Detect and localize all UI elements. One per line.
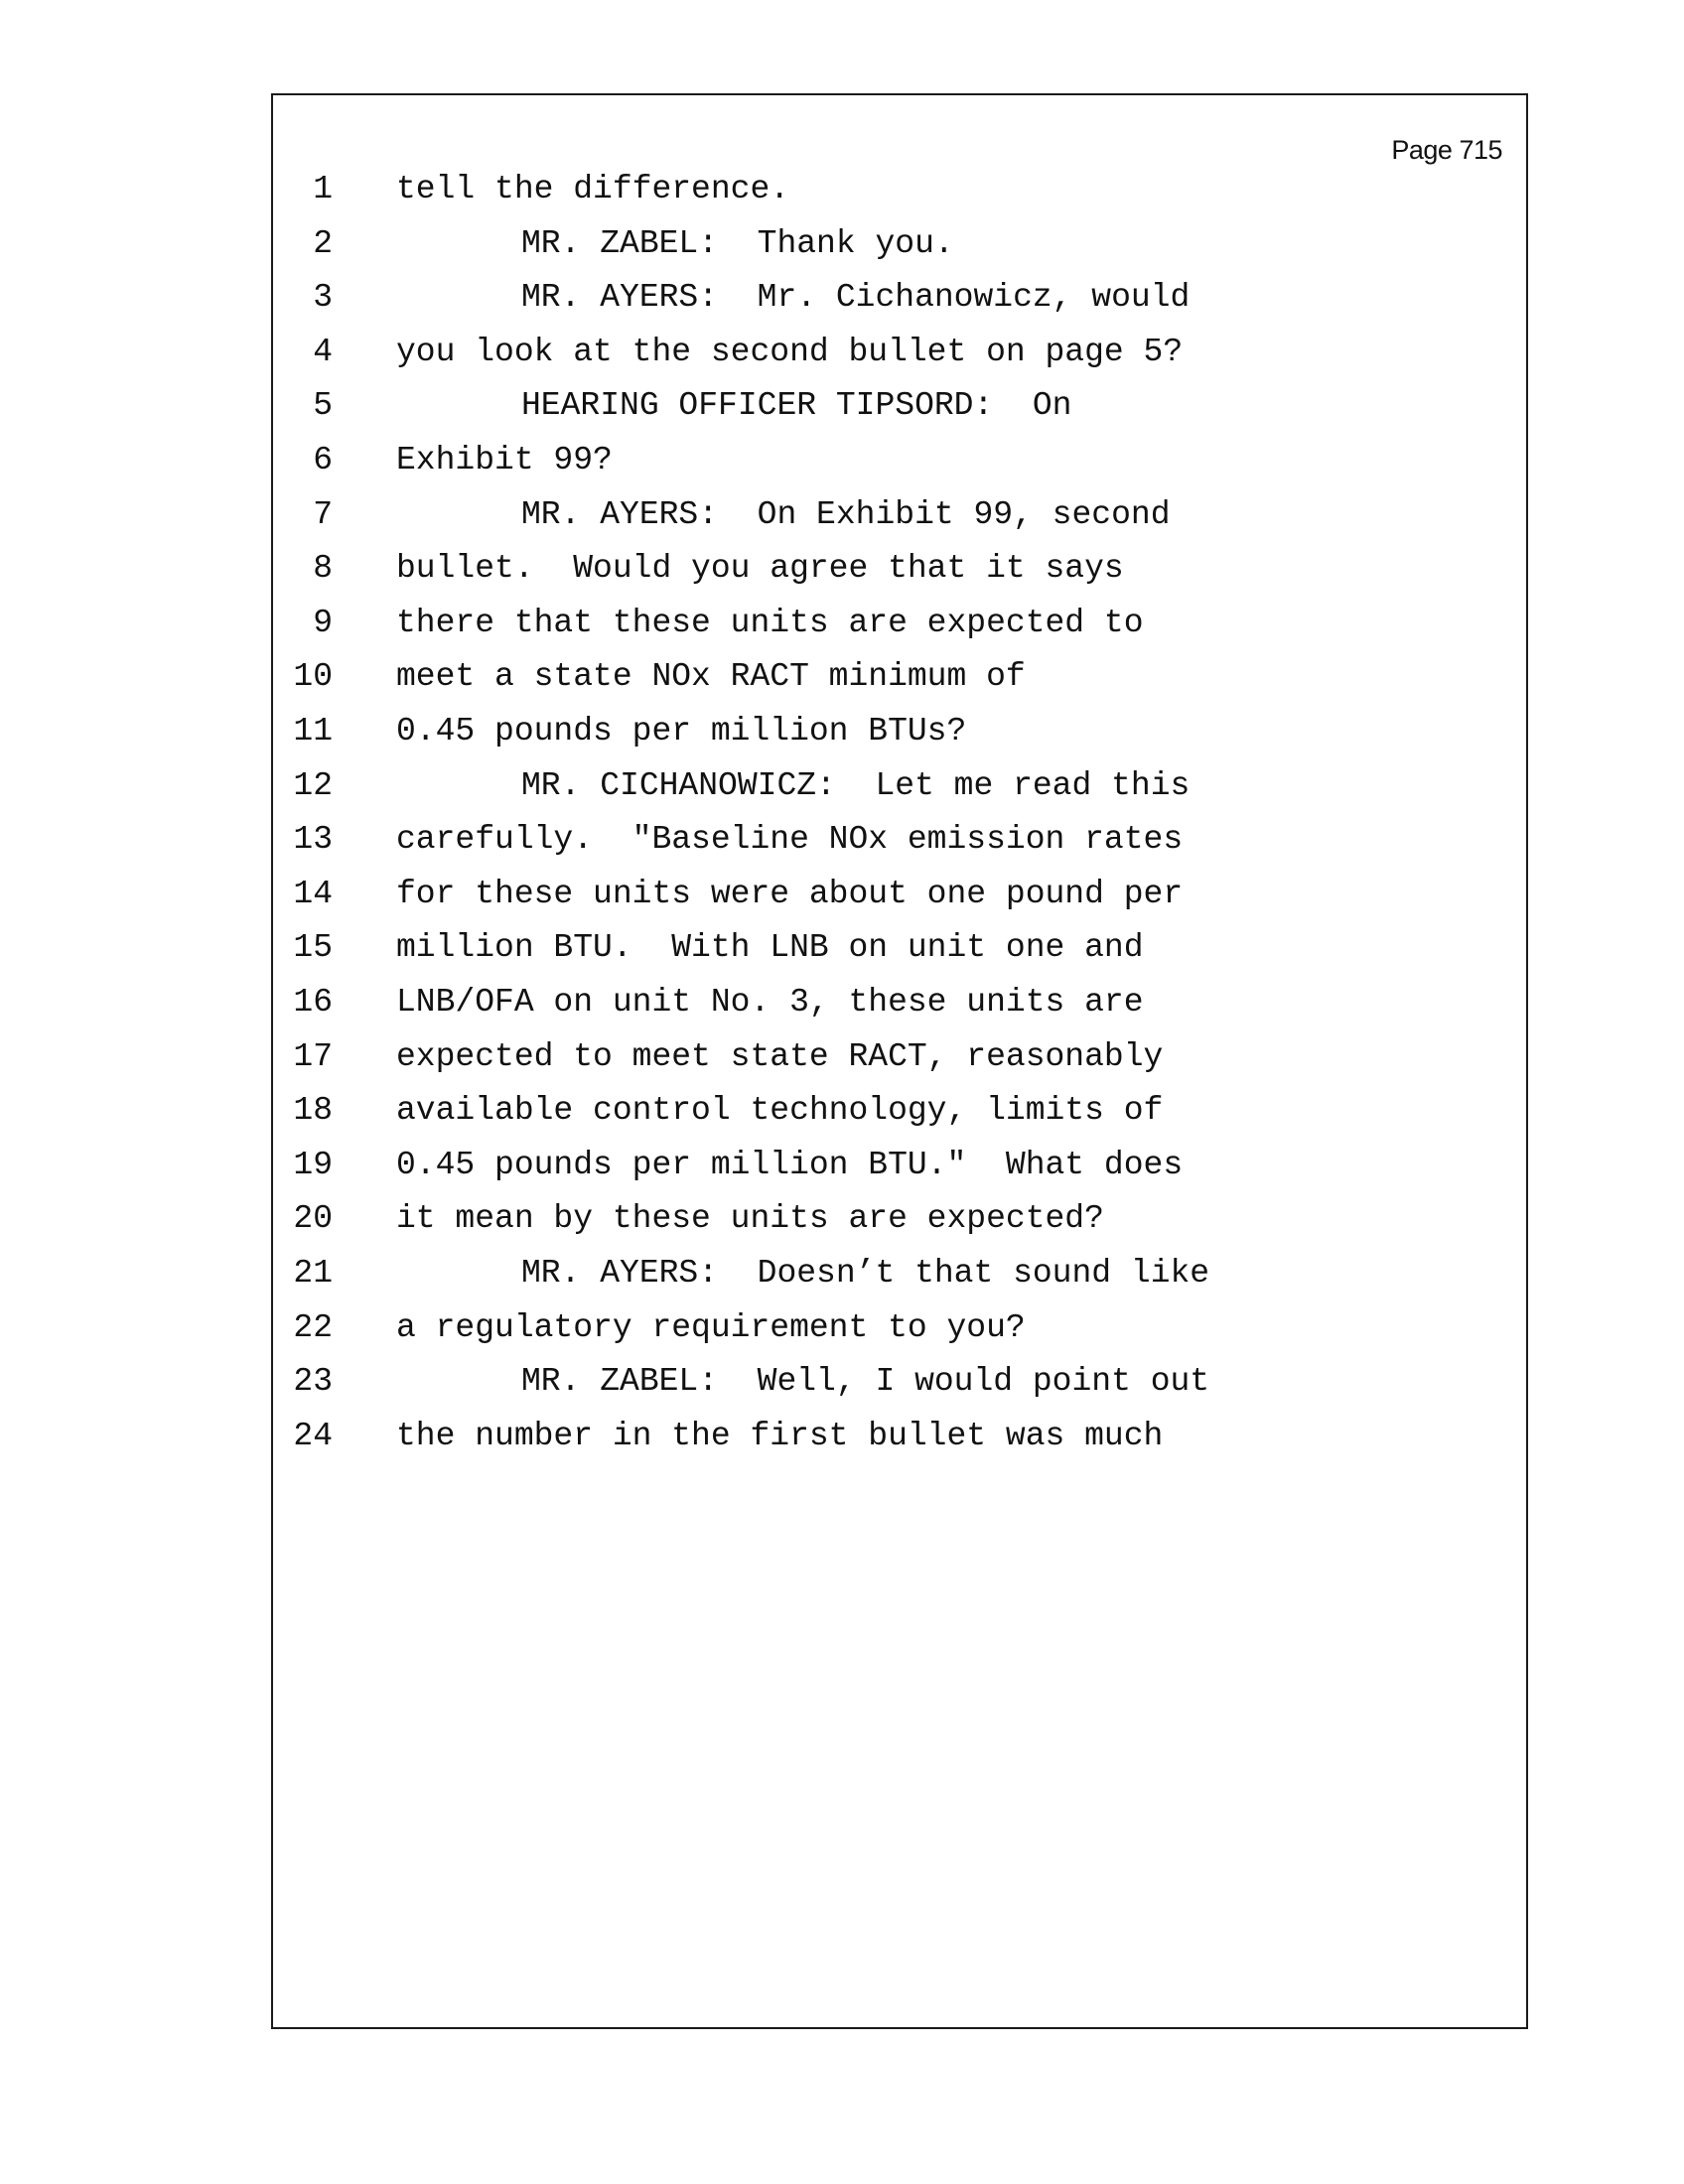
transcript-line xyxy=(273,171,1526,220)
transcript-line xyxy=(273,767,1526,817)
line-text: MR. AYERS: Mr. Cichanowicz, would xyxy=(521,279,1191,317)
line-number: 24 xyxy=(293,1417,333,1454)
line-text: carefully. "Baseline NOx emission rates xyxy=(396,821,1184,859)
line-number: 2 xyxy=(313,224,333,262)
transcript-line xyxy=(273,984,1526,1033)
transcript-line xyxy=(273,929,1526,979)
transcript-line xyxy=(273,713,1526,762)
transcript-line xyxy=(273,876,1526,925)
transcript-line xyxy=(273,387,1526,437)
line-text: million BTU. With LNB on unit one and xyxy=(396,929,1144,967)
transcript-line xyxy=(273,442,1526,491)
transcript-line xyxy=(273,1147,1526,1196)
line-number: 10 xyxy=(293,658,333,696)
transcript-line xyxy=(273,821,1526,871)
line-number: 19 xyxy=(293,1146,333,1183)
line-number: 22 xyxy=(293,1308,333,1346)
line-number: 12 xyxy=(293,766,333,804)
line-number: 15 xyxy=(293,929,333,967)
transcript-line xyxy=(273,658,1526,708)
line-text: 0.45 pounds per million BTUs? xyxy=(396,713,967,750)
transcript-line xyxy=(273,1363,1526,1413)
transcript-line xyxy=(273,334,1526,383)
transcript-line xyxy=(273,550,1526,600)
transcript-line xyxy=(273,1200,1526,1250)
line-text: HEARING OFFICER TIPSORD: On xyxy=(521,387,1072,425)
line-number: 20 xyxy=(293,1200,333,1238)
line-text: LNB/OFA on unit No. 3, these units are xyxy=(396,984,1144,1021)
line-text: tell the difference. xyxy=(396,171,790,207)
line-number: 17 xyxy=(293,1037,333,1075)
line-text: MR. ZABEL: Well, I would point out xyxy=(521,1363,1210,1401)
line-text: it mean by these units are expected? xyxy=(396,1200,1104,1238)
line-number: 8 xyxy=(313,550,333,588)
line-number: 1 xyxy=(313,171,333,207)
transcript-line xyxy=(273,1092,1526,1142)
line-text: bullet. Would you agree that it says xyxy=(396,550,1124,588)
transcript-line xyxy=(273,225,1526,275)
transcript-page xyxy=(271,93,1528,2029)
line-text: MR. AYERS: On Exhibit 99, second xyxy=(521,495,1171,533)
line-number: 7 xyxy=(313,495,333,533)
line-number: 13 xyxy=(293,821,333,859)
line-text: the number in the first bullet was much xyxy=(396,1417,1164,1454)
line-text: Exhibit 99? xyxy=(396,442,613,478)
line-number: 6 xyxy=(313,442,333,478)
transcript-line xyxy=(273,496,1526,546)
transcript-line xyxy=(273,279,1526,329)
line-number: 3 xyxy=(313,279,333,317)
line-number: 16 xyxy=(293,984,333,1021)
line-text: a regulatory requirement to you? xyxy=(396,1308,1026,1346)
line-text: 0.45 pounds per million BTU." What does xyxy=(396,1146,1184,1183)
line-text: MR. AYERS: Doesn’t that sound like xyxy=(521,1255,1210,1292)
line-number: 18 xyxy=(293,1092,333,1130)
line-number: 11 xyxy=(293,713,333,750)
transcript-line xyxy=(273,605,1526,654)
line-number: 4 xyxy=(313,333,333,370)
transcript-line xyxy=(273,1255,1526,1304)
transcript-line xyxy=(273,1038,1526,1088)
line-text: for these units were about one pound per xyxy=(396,875,1184,912)
line-number: 5 xyxy=(313,387,333,425)
line-number: 21 xyxy=(293,1255,333,1292)
line-text: MR. ZABEL: Thank you. xyxy=(521,224,954,262)
transcript-line xyxy=(273,1418,1526,1467)
line-number: 9 xyxy=(313,604,333,641)
transcript-line xyxy=(273,1309,1526,1359)
page-number: Page 715 xyxy=(1391,135,1502,165)
line-number: 23 xyxy=(293,1363,333,1401)
line-text: there that these units are expected to xyxy=(396,604,1144,641)
line-text: available control technology, limits of xyxy=(396,1092,1164,1130)
line-text: you look at the second bullet on page 5? xyxy=(396,333,1184,370)
line-text: MR. CICHANOWICZ: Let me read this xyxy=(521,766,1191,804)
line-text: expected to meet state RACT, reasonably xyxy=(396,1037,1164,1075)
line-text: meet a state NOx RACT minimum of xyxy=(396,658,1026,696)
line-number: 14 xyxy=(293,875,333,912)
